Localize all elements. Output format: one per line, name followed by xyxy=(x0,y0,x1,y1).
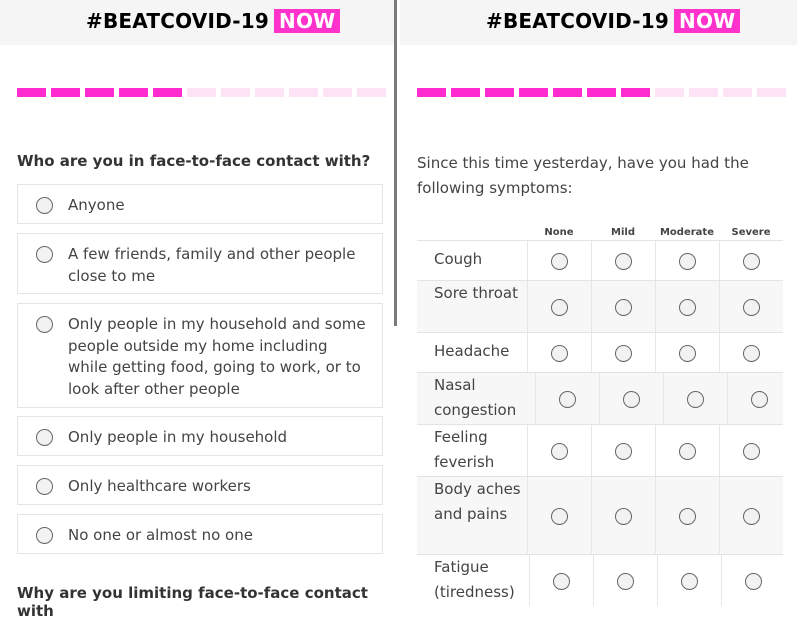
symptom-row xyxy=(417,372,783,424)
progress-bar xyxy=(17,88,386,97)
progress-segment-pending xyxy=(289,88,318,97)
panel-divider xyxy=(394,0,397,326)
progress-segment-pending xyxy=(255,88,284,97)
severity-radio[interactable] xyxy=(615,345,632,362)
progress-segment-complete xyxy=(153,88,182,97)
severity-radio[interactable] xyxy=(743,253,760,270)
severity-radio[interactable] xyxy=(551,253,568,270)
answer-option-label: Only healthcare workers xyxy=(68,477,251,495)
severity-radio[interactable] xyxy=(551,299,568,316)
cell-divider xyxy=(591,477,592,554)
cell-divider xyxy=(527,333,528,372)
symptom-row xyxy=(417,476,783,554)
severity-radio[interactable] xyxy=(679,253,696,270)
answer-option[interactable] xyxy=(17,303,383,408)
progress-segment-pending xyxy=(221,88,250,97)
column-header: Severe xyxy=(731,227,771,238)
severity-radio[interactable] xyxy=(623,391,640,408)
cell-divider xyxy=(591,425,592,476)
right-screen xyxy=(400,0,797,601)
symptom-label: Cough xyxy=(434,250,483,269)
cell-divider xyxy=(599,373,600,424)
symptom-label: Feeling feverish xyxy=(434,427,495,471)
question-title: Who are you in face-to-face contact with? xyxy=(17,152,371,170)
cell-divider xyxy=(527,241,528,280)
cell-divider xyxy=(527,477,528,554)
cell-divider xyxy=(655,425,656,476)
severity-radio[interactable] xyxy=(679,508,696,525)
severity-radio[interactable] xyxy=(679,299,696,316)
radio-button[interactable] xyxy=(36,527,53,544)
symptom-label: Nasal congestion xyxy=(434,375,517,419)
symptom-row xyxy=(417,424,783,476)
progress-segment-complete xyxy=(51,88,80,97)
cell-divider xyxy=(529,555,530,606)
severity-radio[interactable] xyxy=(681,573,698,590)
cell-divider xyxy=(655,241,656,280)
cell-divider xyxy=(655,281,656,332)
progress-segment-pending xyxy=(655,88,684,97)
severity-radio[interactable] xyxy=(751,391,768,408)
severity-radio[interactable] xyxy=(743,508,760,525)
symptom-row xyxy=(417,554,783,606)
brand-text: #BEATCOVID-19 xyxy=(86,9,270,33)
radio-button[interactable] xyxy=(36,316,53,333)
radio-button[interactable] xyxy=(36,429,53,446)
brand-logo xyxy=(86,9,340,33)
radio-button[interactable] xyxy=(36,246,53,263)
severity-radio[interactable] xyxy=(615,508,632,525)
symptom-label: Body aches and pains xyxy=(434,479,521,524)
progress-bar xyxy=(417,88,786,97)
cell-divider xyxy=(719,281,720,332)
symptom-row xyxy=(417,240,783,280)
severity-radio[interactable] xyxy=(679,443,696,460)
cell-divider xyxy=(591,241,592,280)
progress-segment-complete xyxy=(119,88,148,97)
severity-radio[interactable] xyxy=(745,573,762,590)
cell-divider xyxy=(655,333,656,372)
answer-option[interactable] xyxy=(17,233,383,294)
severity-radio[interactable] xyxy=(743,299,760,316)
severity-radio[interactable] xyxy=(687,391,704,408)
answer-option-label: No one or almost no one xyxy=(68,526,253,544)
now-badge: NOW xyxy=(674,9,740,33)
answer-option[interactable] xyxy=(17,184,383,224)
cell-divider xyxy=(535,373,536,424)
progress-segment-complete xyxy=(417,88,446,97)
progress-segment-complete xyxy=(519,88,548,97)
answer-option-label: Only people in my household and some people outside my home including while getting food, going to work, or to look after other people xyxy=(68,315,366,398)
radio-button[interactable] xyxy=(36,478,53,495)
symptom-label: Sore throat xyxy=(434,283,519,302)
progress-segment-complete xyxy=(451,88,480,97)
severity-radio[interactable] xyxy=(617,573,634,590)
cell-divider xyxy=(719,425,720,476)
cell-divider xyxy=(593,555,594,606)
cell-divider xyxy=(655,477,656,554)
progress-segment-pending xyxy=(689,88,718,97)
severity-radio[interactable] xyxy=(551,443,568,460)
now-badge: NOW xyxy=(274,9,340,33)
column-header: Mild xyxy=(611,227,635,238)
severity-radio[interactable] xyxy=(679,345,696,362)
progress-segment-pending xyxy=(757,88,786,97)
answer-option[interactable] xyxy=(17,465,383,505)
severity-radio[interactable] xyxy=(615,443,632,460)
column-header: Moderate xyxy=(659,227,714,238)
symptom-label: Headache xyxy=(434,342,510,361)
cell-divider xyxy=(591,281,592,332)
answer-option[interactable] xyxy=(17,514,383,554)
severity-radio[interactable] xyxy=(615,299,632,316)
answer-option-label: A few friends, family and other people close to me xyxy=(68,245,356,285)
app-header xyxy=(0,0,396,45)
severity-radio[interactable] xyxy=(743,443,760,460)
severity-radio[interactable] xyxy=(551,508,568,525)
progress-segment-pending xyxy=(357,88,386,97)
cell-divider xyxy=(527,281,528,332)
severity-radio[interactable] xyxy=(743,345,760,362)
symptom-row xyxy=(417,332,783,372)
cell-divider xyxy=(719,241,720,280)
brand-logo xyxy=(486,9,740,33)
symptom-row xyxy=(417,280,783,332)
cell-divider xyxy=(719,477,720,554)
severity-radio[interactable] xyxy=(553,573,570,590)
cell-divider xyxy=(527,425,528,476)
answer-option-label: Only people in my household xyxy=(68,428,288,446)
progress-segment-complete xyxy=(587,88,616,97)
cell-divider xyxy=(657,555,658,606)
cell-divider xyxy=(721,555,722,606)
progress-segment-complete xyxy=(485,88,514,97)
progress-segment-complete xyxy=(621,88,650,97)
answer-option-label: Anyone xyxy=(68,196,125,214)
severity-radio[interactable] xyxy=(615,253,632,270)
left-screen xyxy=(0,0,396,620)
progress-segment-pending xyxy=(723,88,752,97)
radio-button[interactable] xyxy=(36,197,53,214)
progress-segment-pending xyxy=(187,88,216,97)
cell-divider xyxy=(591,333,592,372)
symptom-label: Fatigue (tiredness) xyxy=(434,557,515,601)
brand-text: #BEATCOVID-19 xyxy=(486,9,670,33)
app-header xyxy=(400,0,797,45)
question-title: Since this time yesterday, have you had the following symptoms: xyxy=(417,154,749,197)
next-question-title: Why are you limiting face-to-face contact with xyxy=(17,584,368,620)
cell-divider xyxy=(719,333,720,372)
cell-divider xyxy=(727,373,728,424)
column-header: None xyxy=(544,227,574,238)
progress-segment-complete xyxy=(553,88,582,97)
progress-segment-complete xyxy=(17,88,46,97)
severity-radio[interactable] xyxy=(559,391,576,408)
progress-segment-pending xyxy=(323,88,352,97)
cell-divider xyxy=(663,373,664,424)
answer-option[interactable] xyxy=(17,416,383,456)
progress-segment-complete xyxy=(85,88,114,97)
severity-radio[interactable] xyxy=(551,345,568,362)
